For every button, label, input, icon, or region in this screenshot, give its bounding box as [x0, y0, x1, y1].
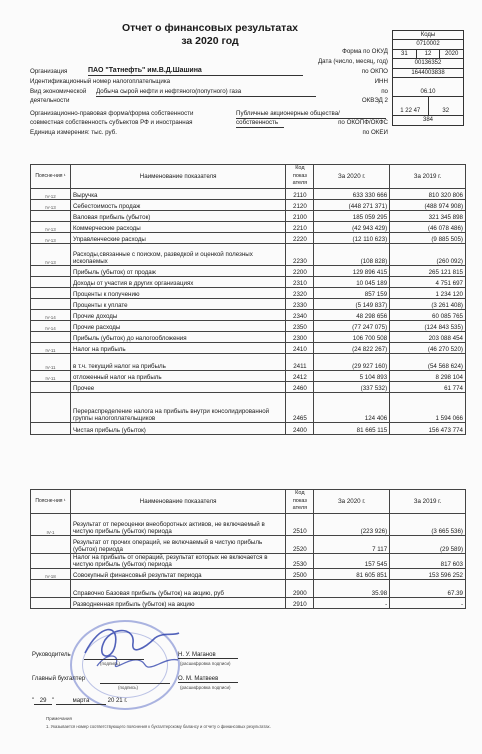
- table-row: [31, 277, 466, 288]
- indicator-cell: Прочее: [70, 382, 285, 393]
- head-sign-caption: (подпись): [100, 661, 121, 666]
- notes-cell: IV-14: [31, 310, 71, 321]
- inn-code-cell: 1644003838: [393, 69, 463, 79]
- value-2020-cell: 106 700 508: [314, 332, 390, 343]
- value-2020-cell: 157 545: [314, 554, 390, 569]
- header-2019: За 2019 г.: [390, 165, 466, 189]
- value-2019-cell: (29 589): [390, 536, 466, 554]
- header-indicator: Наименование показателя: [70, 490, 285, 514]
- report-title: [80, 22, 340, 48]
- indicator-cell: Расходы,связанные с поиском, разведкой и оценкой полезных ископаемых: [70, 244, 285, 266]
- indicator-cell: Прочие расходы: [70, 321, 285, 332]
- header-code: Код показ ателя: [286, 165, 314, 189]
- accountant-sign-caption: (подпись): [118, 685, 139, 690]
- value-2020-cell: (448 271 371): [314, 200, 390, 211]
- table-row: [31, 343, 466, 354]
- value-2019-cell: -: [390, 598, 466, 609]
- indicator-cell: Чистая прибыль (убыток): [70, 423, 285, 435]
- head-decode-caption: (расшифровка подписи): [180, 661, 231, 666]
- indicator-cell: Справочно Базовая прибыль (убыток) на акцию, руб: [70, 580, 285, 598]
- table-row: [31, 371, 466, 382]
- okud-label: Форма по ОКУД: [342, 48, 388, 55]
- indicator-cell: Коммерческие расходы: [70, 222, 285, 233]
- head-name: Н. У. Маганов: [178, 652, 238, 659]
- value-2019-cell: 60 085 765: [390, 310, 466, 321]
- notes-cell: [31, 580, 71, 598]
- value-2019-cell: 810 320 806: [390, 189, 466, 200]
- legal-value-2: собственность: [236, 119, 284, 128]
- value-2020-cell: 7 117: [314, 536, 390, 554]
- activity-label-2: деятельности: [30, 97, 70, 104]
- signing-date: " 29 " марта 20 21 г.: [32, 698, 128, 704]
- table-header-row: [31, 165, 466, 189]
- code-cell: 2411: [286, 354, 314, 371]
- org-name: ПАО "Татнефть" им.В.Д.Шашина: [88, 67, 303, 76]
- indicator-cell: Себестоимость продаж: [70, 200, 285, 211]
- okopf-label: по ОКОПФ/ОКФС: [338, 119, 388, 126]
- code-cell: 2410: [286, 343, 314, 354]
- code-cell: 2350: [286, 321, 314, 332]
- indicator-cell: Проценты к получению: [70, 288, 285, 299]
- code-cell: 2310: [286, 277, 314, 288]
- value-2019-cell: (54 568 624): [390, 354, 466, 371]
- title-line-1: Отчет о финансовых результатах: [121, 22, 298, 34]
- value-2019-cell: 61 774: [390, 382, 466, 393]
- notes-cell: IV-14: [31, 321, 71, 332]
- code-cell: 2220: [286, 233, 314, 244]
- accountant-decode-caption: (расшифровка подписи): [180, 685, 231, 690]
- indicator-cell: Налог на прибыль: [70, 343, 285, 354]
- table-row: [31, 332, 466, 343]
- value-2020-cell: (24 822 267): [314, 343, 390, 354]
- table-row: [31, 382, 466, 393]
- activity-value: Добыча сырой нефти и нефтяного(попутного) газа: [96, 88, 316, 97]
- indicator-cell: Валовая прибыль (убыток): [70, 211, 285, 222]
- notes-label: Примечания: [46, 716, 72, 721]
- value-2020-cell: 124 406: [314, 393, 390, 423]
- header-2019: За 2019 г.: [390, 490, 466, 514]
- notes-cell: IV-18: [31, 569, 71, 580]
- notes-cell: [31, 382, 71, 393]
- value-2020-cell: (108 828): [314, 244, 390, 266]
- code-cell: 2520: [286, 536, 314, 554]
- value-2020-cell: (42 943 429): [314, 222, 390, 233]
- notes-cell: [31, 598, 71, 609]
- accountant-name: О. М. Матвеев: [178, 676, 238, 683]
- okei-code-cell: 384: [393, 116, 463, 126]
- table-row: [31, 580, 466, 598]
- header-notes: Поясне-ния ¹: [31, 490, 71, 514]
- indicator-cell: Перераспределение налога на прибыль внутри консолидированной группы налогоплательщиков: [70, 393, 285, 423]
- table-row: [31, 310, 466, 321]
- value-2020-cell: 10 045 189: [314, 277, 390, 288]
- codes-header: Коды: [392, 30, 464, 40]
- notes-cell: IV-11: [31, 343, 71, 354]
- value-2019-cell: 1 594 066: [390, 393, 466, 423]
- okud-code-cell: 0710002: [393, 40, 463, 50]
- okved-label-2: ОКВЭД 2: [361, 97, 388, 104]
- value-2019-cell: 8 298 104: [390, 371, 466, 382]
- date-year: 20 21: [107, 698, 123, 704]
- notes-cell: [31, 299, 71, 310]
- legal-value-1: Публичные акционерные общества/: [236, 110, 386, 119]
- date-code-cell: 31 12 2020: [393, 50, 463, 60]
- notes-cell: IV-11: [31, 354, 71, 371]
- okved-label-1: по: [381, 88, 388, 95]
- value-2019-cell: 203 088 454: [390, 332, 466, 343]
- okei-label: по ОКЕИ: [362, 129, 388, 136]
- code-cell: 2340: [286, 310, 314, 321]
- notes-cell: IV-13: [31, 222, 71, 233]
- income-statement-table: [30, 164, 466, 435]
- notes-cell: [31, 288, 71, 299]
- table-row: [31, 598, 466, 609]
- table-row: [31, 266, 466, 277]
- org-label: Организация: [30, 68, 68, 75]
- code-cell: 2500: [286, 569, 314, 580]
- value-2020-cell: 185 059 295: [314, 211, 390, 222]
- accountant-label: Главный бухгалтер: [32, 676, 86, 682]
- value-2019-cell: 817 603: [390, 554, 466, 569]
- value-2019-cell: 156 473 774: [390, 423, 466, 435]
- notes-cell: IV-12: [31, 189, 71, 200]
- code-cell: 2900: [286, 580, 314, 598]
- value-2020-cell: (5 149 837): [314, 299, 390, 310]
- value-2019-cell: 4 751 697: [390, 277, 466, 288]
- codes-box: [392, 40, 464, 126]
- code-cell: 2300: [286, 332, 314, 343]
- table-row: [31, 244, 466, 266]
- value-2020-cell: 129 896 415: [314, 266, 390, 277]
- note-1: 1. Указывается номер соответствующего пояснения к бухгалтерскому балансу и отчету о финансовых результатах.: [46, 724, 271, 729]
- indicator-cell: в т.ч. текущий налог на прибыль: [70, 354, 285, 371]
- value-2020-cell: 35.98: [314, 580, 390, 598]
- code-cell: 2910: [286, 598, 314, 609]
- table-header-row: [31, 490, 466, 514]
- code-cell: 2110: [286, 189, 314, 200]
- notes-cell: IV-13: [31, 200, 71, 211]
- value-2020-cell: 5 104 893: [314, 371, 390, 382]
- head-label: Руководитель: [32, 652, 71, 658]
- title-line-2: за 2020 год: [181, 35, 239, 47]
- activity-label-1: Вид экономической: [30, 88, 87, 95]
- date-suffix: г.: [124, 698, 128, 704]
- notes-cell: IV-1: [31, 514, 71, 536]
- notes-cell: [31, 211, 71, 222]
- notes-cell: IV-13: [31, 244, 71, 266]
- notes-cell: [31, 554, 71, 569]
- value-2019-cell: (488 974 908): [390, 200, 466, 211]
- inn-label: ИНН: [374, 78, 388, 85]
- code-cell: 2210: [286, 222, 314, 233]
- table-row: [31, 393, 466, 423]
- table-row: [31, 423, 466, 435]
- okopf-code-cell: 1 22 47 32: [393, 97, 463, 116]
- value-2020-cell: (337 532): [314, 382, 390, 393]
- indicator-cell: Управленческие расходы: [70, 233, 285, 244]
- table-row: [31, 569, 466, 580]
- code-cell: 2530: [286, 554, 314, 569]
- value-2019-cell: (9 885 505): [390, 233, 466, 244]
- code-cell: 2330: [286, 299, 314, 310]
- indicator-cell: Проценты к уплате: [70, 299, 285, 310]
- code-cell: 2412: [286, 371, 314, 382]
- okved-code-cell: 06.10: [393, 78, 463, 97]
- header-code: Код показ ателя: [286, 490, 314, 514]
- comprehensive-income-body: [31, 514, 466, 609]
- table-row: [31, 354, 466, 371]
- table-row: [31, 554, 466, 569]
- header-2020: За 2020 г.: [314, 490, 390, 514]
- okpo-code-cell: 00136352: [393, 59, 463, 69]
- code-cell: 2510: [286, 514, 314, 536]
- head-signature-line: [84, 652, 144, 660]
- value-2019-cell: (3 665 536): [390, 514, 466, 536]
- date-label: Дата (число, месяц, год): [317, 58, 388, 65]
- table-row: [31, 200, 466, 211]
- table-row: [31, 288, 466, 299]
- value-2019-cell: 321 345 898: [390, 211, 466, 222]
- value-2019-cell: (3 261 408): [390, 299, 466, 310]
- legal-label-1: Организационно-правовая форма/форма собственности: [30, 110, 194, 117]
- income-statement-body: [31, 189, 466, 435]
- indicator-cell: Прибыль (убыток) от продаж: [70, 266, 285, 277]
- code-cell: 2465: [286, 393, 314, 423]
- value-2020-cell: -: [314, 598, 390, 609]
- value-2020-cell: 81 665 115: [314, 423, 390, 435]
- indicator-cell: Совокупный финансовый результат периода: [70, 569, 285, 580]
- value-2019-cell: (46 078 486): [390, 222, 466, 233]
- value-2020-cell: 633 330 666: [314, 189, 390, 200]
- indicator-cell: Результат от прочих операций, не включаемый в чистую прибыль (убыток) периода: [70, 536, 285, 554]
- value-2020-cell: (12 110 623): [314, 233, 390, 244]
- indicator-cell: отложенный налог на прибыль: [70, 371, 285, 382]
- value-2020-cell: 48 298 656: [314, 310, 390, 321]
- table-row: [31, 299, 466, 310]
- indicator-cell: Выручка: [70, 189, 285, 200]
- notes-cell: [31, 277, 71, 288]
- legal-label-2: совместная собственность субъектов РФ и иностранная: [30, 119, 193, 126]
- value-2019-cell: (46 270 520): [390, 343, 466, 354]
- indicator-cell: Разводненная прибыль (убыток) на акцию: [70, 598, 285, 609]
- table-row: [31, 514, 466, 536]
- indicator-cell: Налог на прибыль от операций, результат которых не включается в чистую прибыль (убыток) периода: [70, 554, 285, 569]
- indicator-cell: Прибыль (убыток) до налогообложения: [70, 332, 285, 343]
- value-2020-cell: (77 247 075): [314, 321, 390, 332]
- code-cell: 2120: [286, 200, 314, 211]
- value-2020-cell: (223 926): [314, 514, 390, 536]
- code-cell: 2400: [286, 423, 314, 435]
- notes-cell: IV-13: [31, 233, 71, 244]
- comprehensive-income-table: [30, 489, 466, 609]
- date-month: марта: [56, 698, 106, 705]
- value-2019-cell: 67.39: [390, 580, 466, 598]
- indicator-cell: Доходы от участия в других организациях: [70, 277, 285, 288]
- table-row: [31, 222, 466, 233]
- header-2020: За 2020 г.: [314, 165, 390, 189]
- value-2019-cell: 153 596 252: [390, 569, 466, 580]
- notes-cell: IV-11: [31, 371, 71, 382]
- notes-cell: [31, 536, 71, 554]
- value-2019-cell: (124 843 535): [390, 321, 466, 332]
- header-notes: Поясне-ния ¹: [31, 165, 71, 189]
- table-row: [31, 189, 466, 200]
- notes-cell: [31, 423, 71, 435]
- code-cell: 2460: [286, 382, 314, 393]
- date-day: 29: [34, 698, 52, 705]
- table-row: [31, 211, 466, 222]
- okpo-label: по ОКПО: [361, 68, 388, 75]
- code-cell: 2200: [286, 266, 314, 277]
- value-2020-cell: 81 605 851: [314, 569, 390, 580]
- value-2019-cell: 265 121 815: [390, 266, 466, 277]
- unit-label: Единица измерения: тыс. руб.: [30, 129, 117, 136]
- notes-cell: [31, 266, 71, 277]
- code-cell: 2320: [286, 288, 314, 299]
- value-2019-cell: 1 234 120: [390, 288, 466, 299]
- value-2020-cell: (29 927 160): [314, 354, 390, 371]
- notes-cell: [31, 393, 71, 423]
- table-row: [31, 233, 466, 244]
- table-row: [31, 321, 466, 332]
- inn-label-left: Идентификационный номер налогоплательщика: [30, 78, 171, 85]
- header-indicator: Наименование показателя: [70, 165, 285, 189]
- notes-cell: [31, 332, 71, 343]
- value-2020-cell: 857 159: [314, 288, 390, 299]
- code-cell: 2230: [286, 244, 314, 266]
- accountant-signature-line: [100, 676, 170, 684]
- table-row: [31, 536, 466, 554]
- indicator-cell: Результат от переоценки внеоборотных активов, не включаемый в чистую прибыль (убыток) периода: [70, 514, 285, 536]
- value-2019-cell: (260 092): [390, 244, 466, 266]
- indicator-cell: Прочие доходы: [70, 310, 285, 321]
- code-cell: 2100: [286, 211, 314, 222]
